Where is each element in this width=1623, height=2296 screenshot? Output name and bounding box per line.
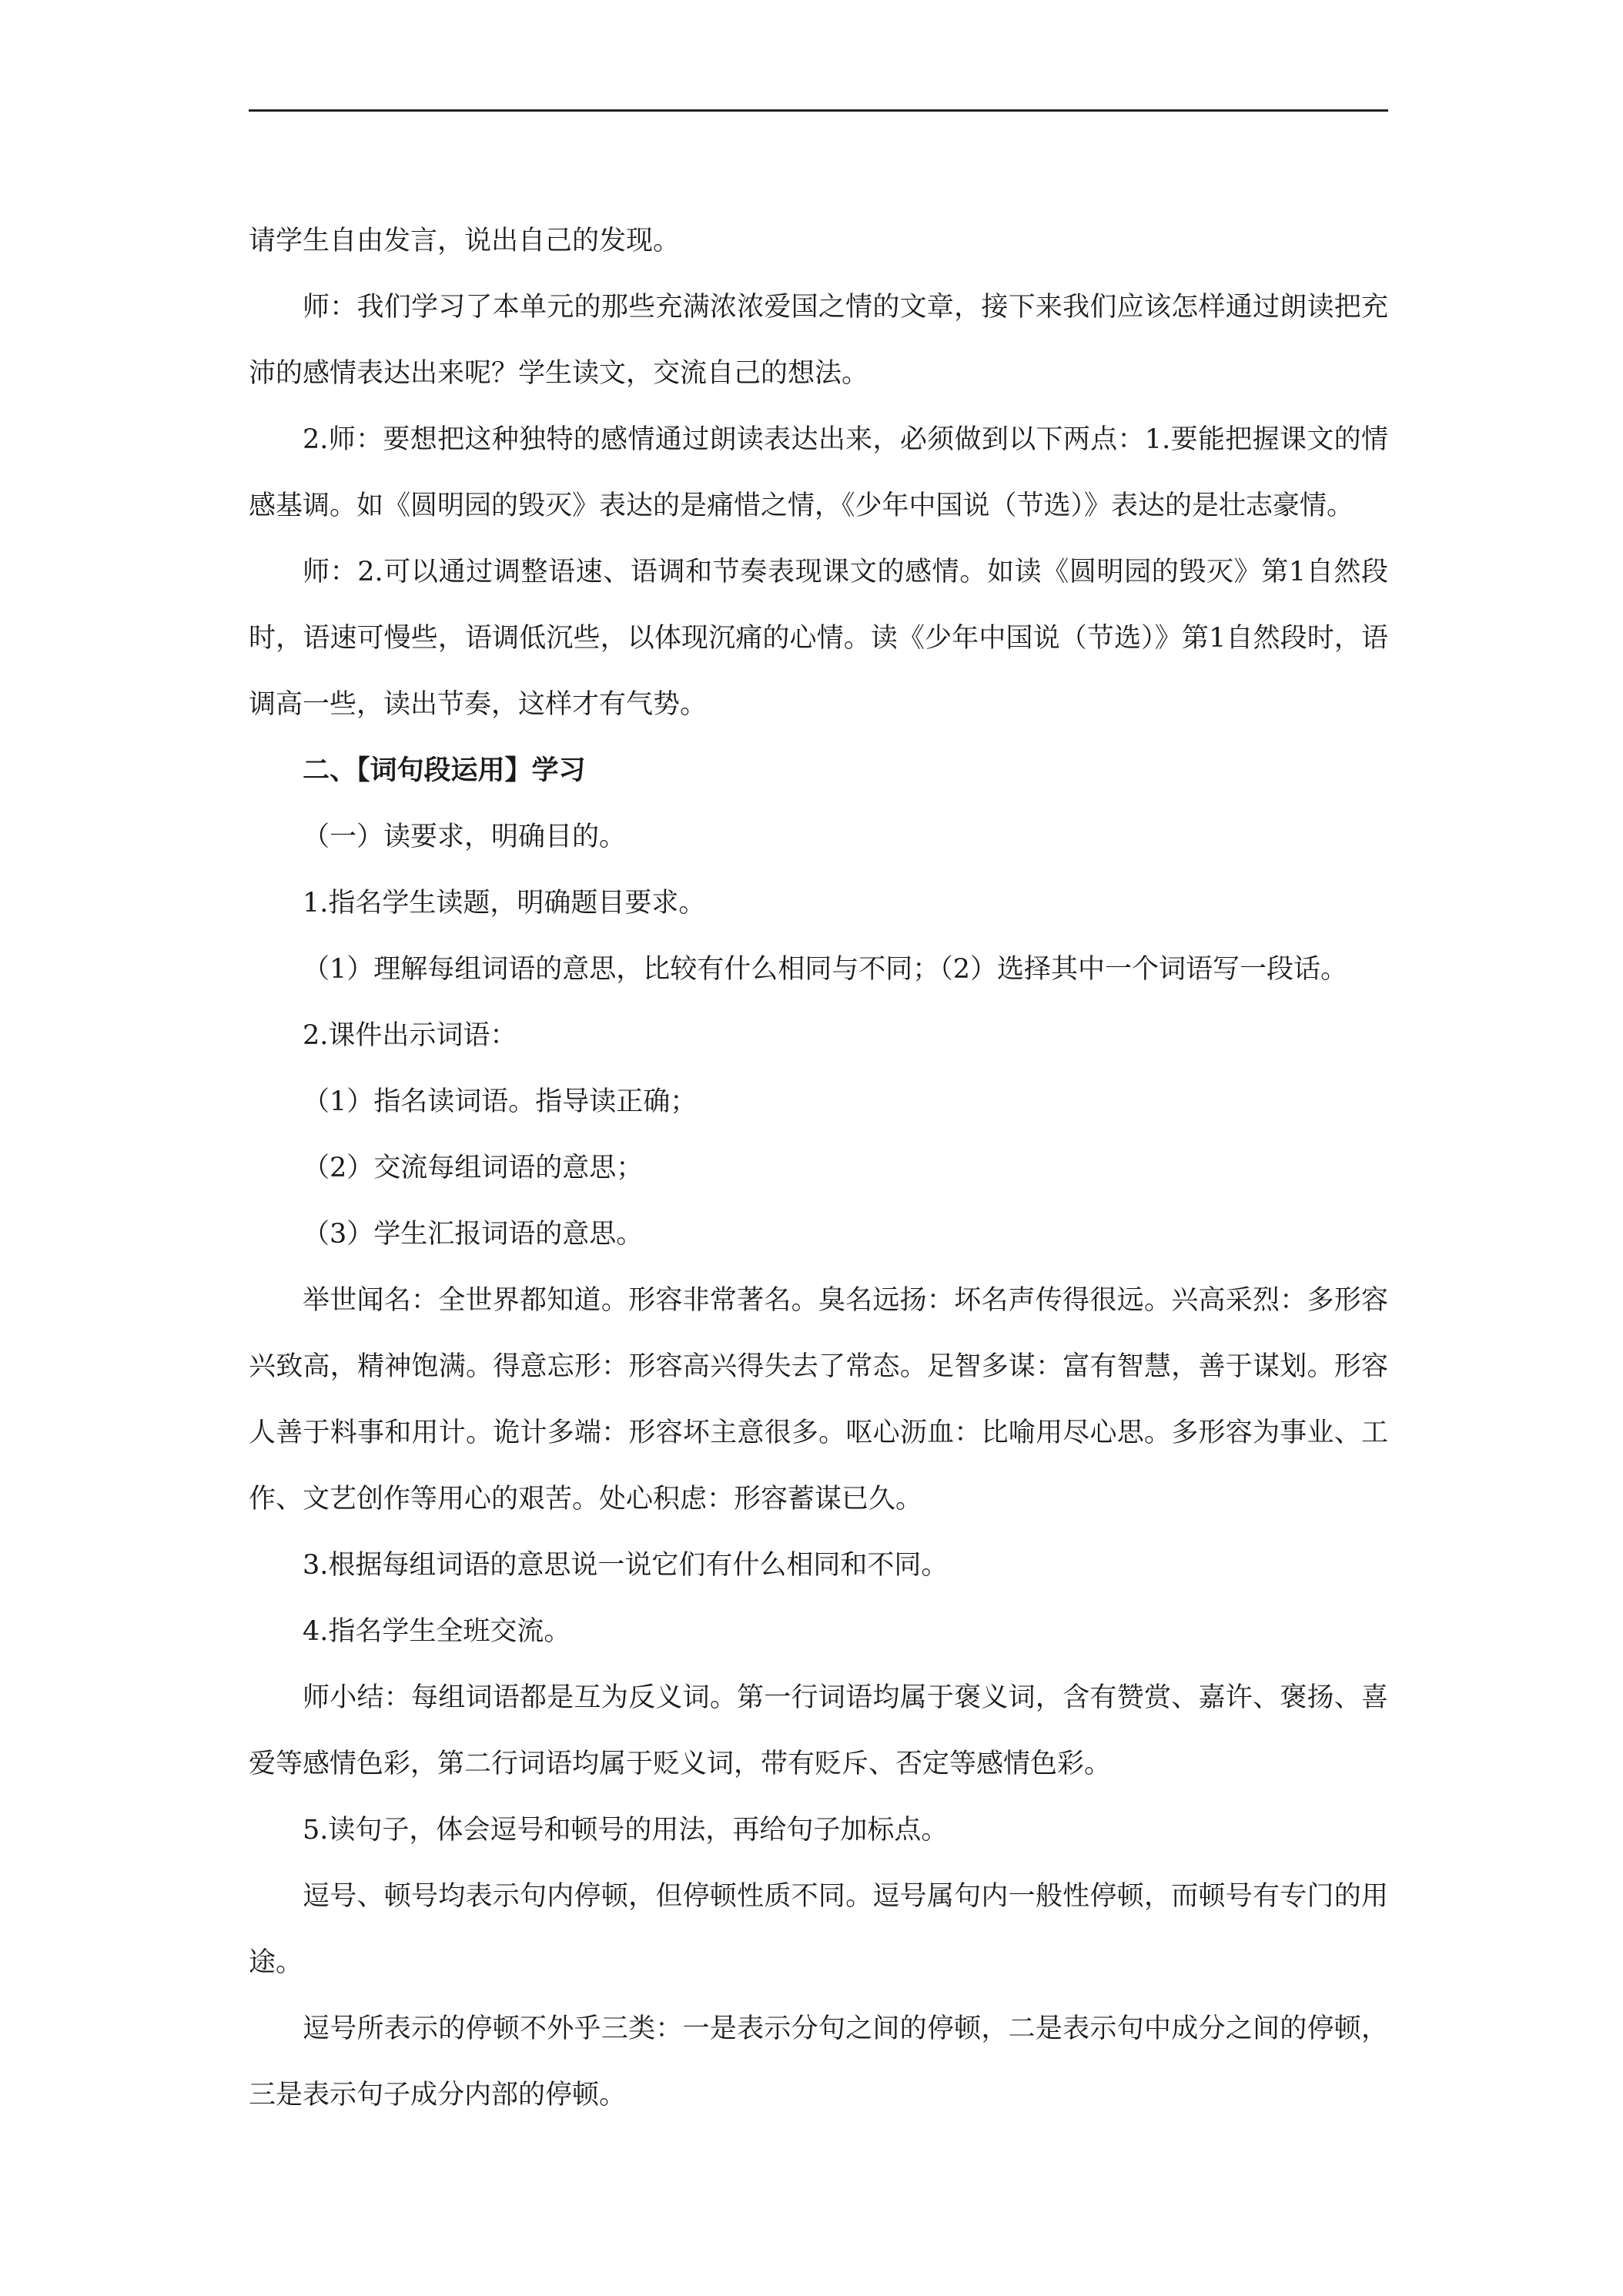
paragraph: 师：2.可以通过调整语速、语调和节奏表现课文的感情。如读《圆明园的毁灭》第1自然段时，语速可慢些，语调低沉些，以体现沉痛的心情。读《少年中国说（节选）》第1自然段时，语调高一些，读出节奏，这样才有气势。 bbox=[249, 557, 1388, 720]
paragraph: 1.指名学生读题，明确题目要求。 bbox=[303, 888, 706, 919]
paragraph: 3.根据每组词语的意思说一说它们有什么相同和不同。 bbox=[303, 1550, 949, 1581]
paragraph: （一）读要求，明确目的。 bbox=[303, 822, 627, 852]
paragraph: 请学生自由发言，说出自己的发现。 bbox=[249, 226, 681, 256]
paragraph: 师：我们学习了本单元的那些充满浓浓爱国之情的文章，接下来我们应该怎样通过朗读把充沛的感情表达出来呢？学生读文，交流自己的想法。 bbox=[249, 292, 1388, 389]
paragraph: 逗号所表示的停顿不外乎三类：一是表示分句之间的停顿，二是表示句中成分之间的停顿，三是表示句子成分内部的停顿。 bbox=[249, 2013, 1388, 2110]
paragraph: 2.课件出示词语： bbox=[303, 1020, 517, 1051]
section-heading: 二、【词句段运用】学习 bbox=[303, 755, 586, 786]
paragraph: （1）指名读词语。指导读正确； bbox=[303, 1086, 698, 1117]
paragraph: 师小结：每组词语都是互为反义词。第一行词语均属于褒义词，含有赞赏、嘉许、褒扬、喜爱等感情色彩，第二行词语均属于贬义词，带有贬斥、否定等感情色彩。 bbox=[249, 1682, 1388, 1779]
paragraph: 举世闻名：全世界都知道。形容非常著名。臭名远扬：坏名声传得很远。兴高采烈：多形容兴致高，精神饱满。得意忘形：形容高兴得失去了常态。足智多谋：富有智慧，善于谋划。形容人善于料事和用计。诡计多端：形容坏主意很多。呕心沥血：比喻用尽心思。多形容为事业、工作、文艺创作等用心的艰苦。处心积虑：形容蓄谋已久。 bbox=[249, 1285, 1388, 1514]
paragraph: 4.指名学生全班交流。 bbox=[303, 1616, 571, 1647]
paragraph: （2）交流每组词语的意思； bbox=[303, 1153, 644, 1183]
header-rule bbox=[249, 109, 1388, 112]
paragraph: 2.师：要想把这种独特的感情通过朗读表达出来，必须做到以下两点：1.要能把握课文的情感基调。如《圆明园的毁灭》表达的是痛惜之情，《少年中国说（节选）》表达的是壮志豪情。 bbox=[249, 424, 1388, 521]
paragraph: （3）学生汇报词语的意思。 bbox=[303, 1219, 644, 1250]
document-body bbox=[249, 208, 1388, 2128]
paragraph: （1）理解每组词语的意思，比较有什么相同与不同；（2）选择其中一个词语写一段话。 bbox=[303, 954, 1348, 985]
paragraph: 5.读句子，体会逗号和顿号的用法，再给句子加标点。 bbox=[303, 1815, 949, 1846]
paragraph: 逗号、顿号均表示句内停顿，但停顿性质不同。逗号属句内一般性停顿，而顿号有专门的用途。 bbox=[249, 1881, 1388, 1978]
